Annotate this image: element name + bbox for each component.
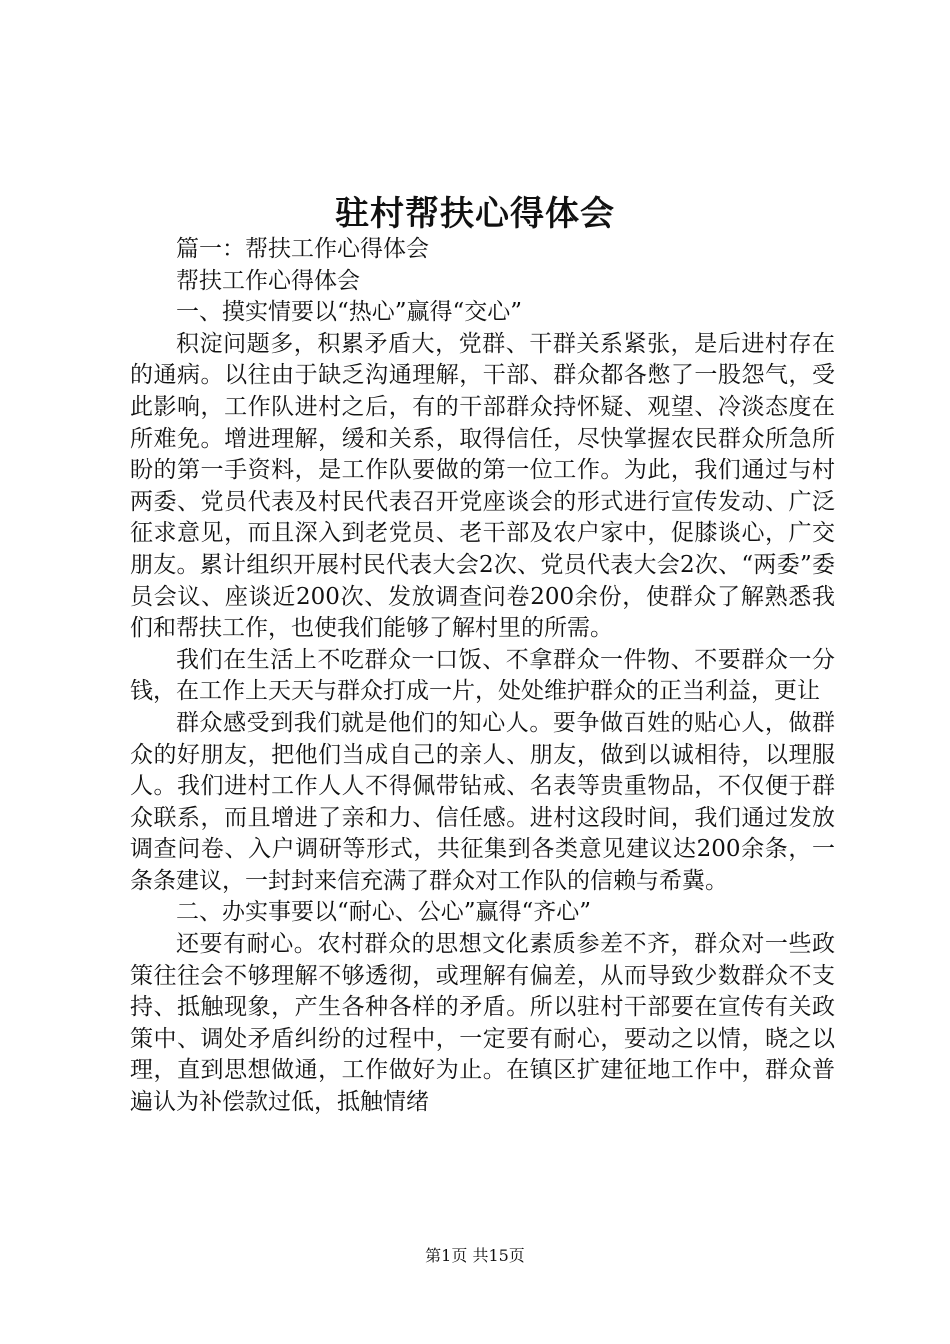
paragraph: 群众感受到我们就是他们的知心人。要争做百姓的贴心人，做群众的好朋友，把他们当成自己的亲人、朋友，做到以诚相待，以理服人。我们进村工作人人不得佩带钻戒、名表等贵重物品，不仅便于群众联系，而且增进了亲和力、信任感。进村这段时间，我们通过发放调查问卷、入户调研等形式，共征集到各类意见建议达200余条，一条条建议，一封封来信充满了群众对工作队的信赖与希冀。 xyxy=(130,709,835,894)
document-body xyxy=(130,234,835,1119)
paragraph: 还要有耐心。农村群众的思想文化素质参差不齐，群众对一些政策往往会不够理解不够透彻，或理解有偏差，从而导致少数群众不支持、抵触现象，产生各种各样的矛盾。所以驻村干部要在宣传有关政策中、调处矛盾纠纷的过程中，一定要有耐心，要动之以情，晓之以理，直到思想做通，工作做好为止。在镇区扩建征地工作中，群众普遍认为补偿款过低，抵触情绪 xyxy=(130,931,835,1116)
page-footer: 第1页 共15页 xyxy=(425,1246,525,1265)
paragraph: 帮扶工作心得体会 xyxy=(176,267,360,294)
paragraph: 积淀问题多，积累矛盾大，党群、干群关系紧张，是后进村存在的通病。以往由于缺乏沟通理解，干部、群众都各憋了一股怨气，受此影响，工作队进村之后，有的干部群众持怀疑、观望、冷淡态度在所难免。增进理解，缓和关系，取得信任，尽快掌握农民群众所急所盼的第一手资料，是工作队要做的第一位工作。为此，我们通过与村两委、党员代表及村民代表召开党座谈会的形式进行宣传发动、广泛征求意见，而且深入到老党员、老干部及农户家中，促膝谈心，广交朋友。累计组织开展村民代表大会2次、党员代表大会2次、“两委”委员会议、座谈近200次、发放调查问卷200余份，使群众了解熟悉我们和帮扶工作，也使我们能够了解村里的所需。 xyxy=(130,330,835,642)
section-heading: 一、摸实情要以“热心”赢得“交心” xyxy=(176,299,523,326)
paragraph: 我们在生活上不吃群众一口饭、不拿群众一件物、不要群众一分钱，在工作上天天与群众打成一片，处处维护群众的正当利益，更让 xyxy=(130,646,835,705)
paragraph: 篇一：帮扶工作心得体会 xyxy=(176,236,429,262)
page-title: 驻村帮扶心得体会 xyxy=(335,194,615,234)
section-heading: 二、办实事要以“耐心、公心”赢得“齐心” xyxy=(176,899,592,926)
